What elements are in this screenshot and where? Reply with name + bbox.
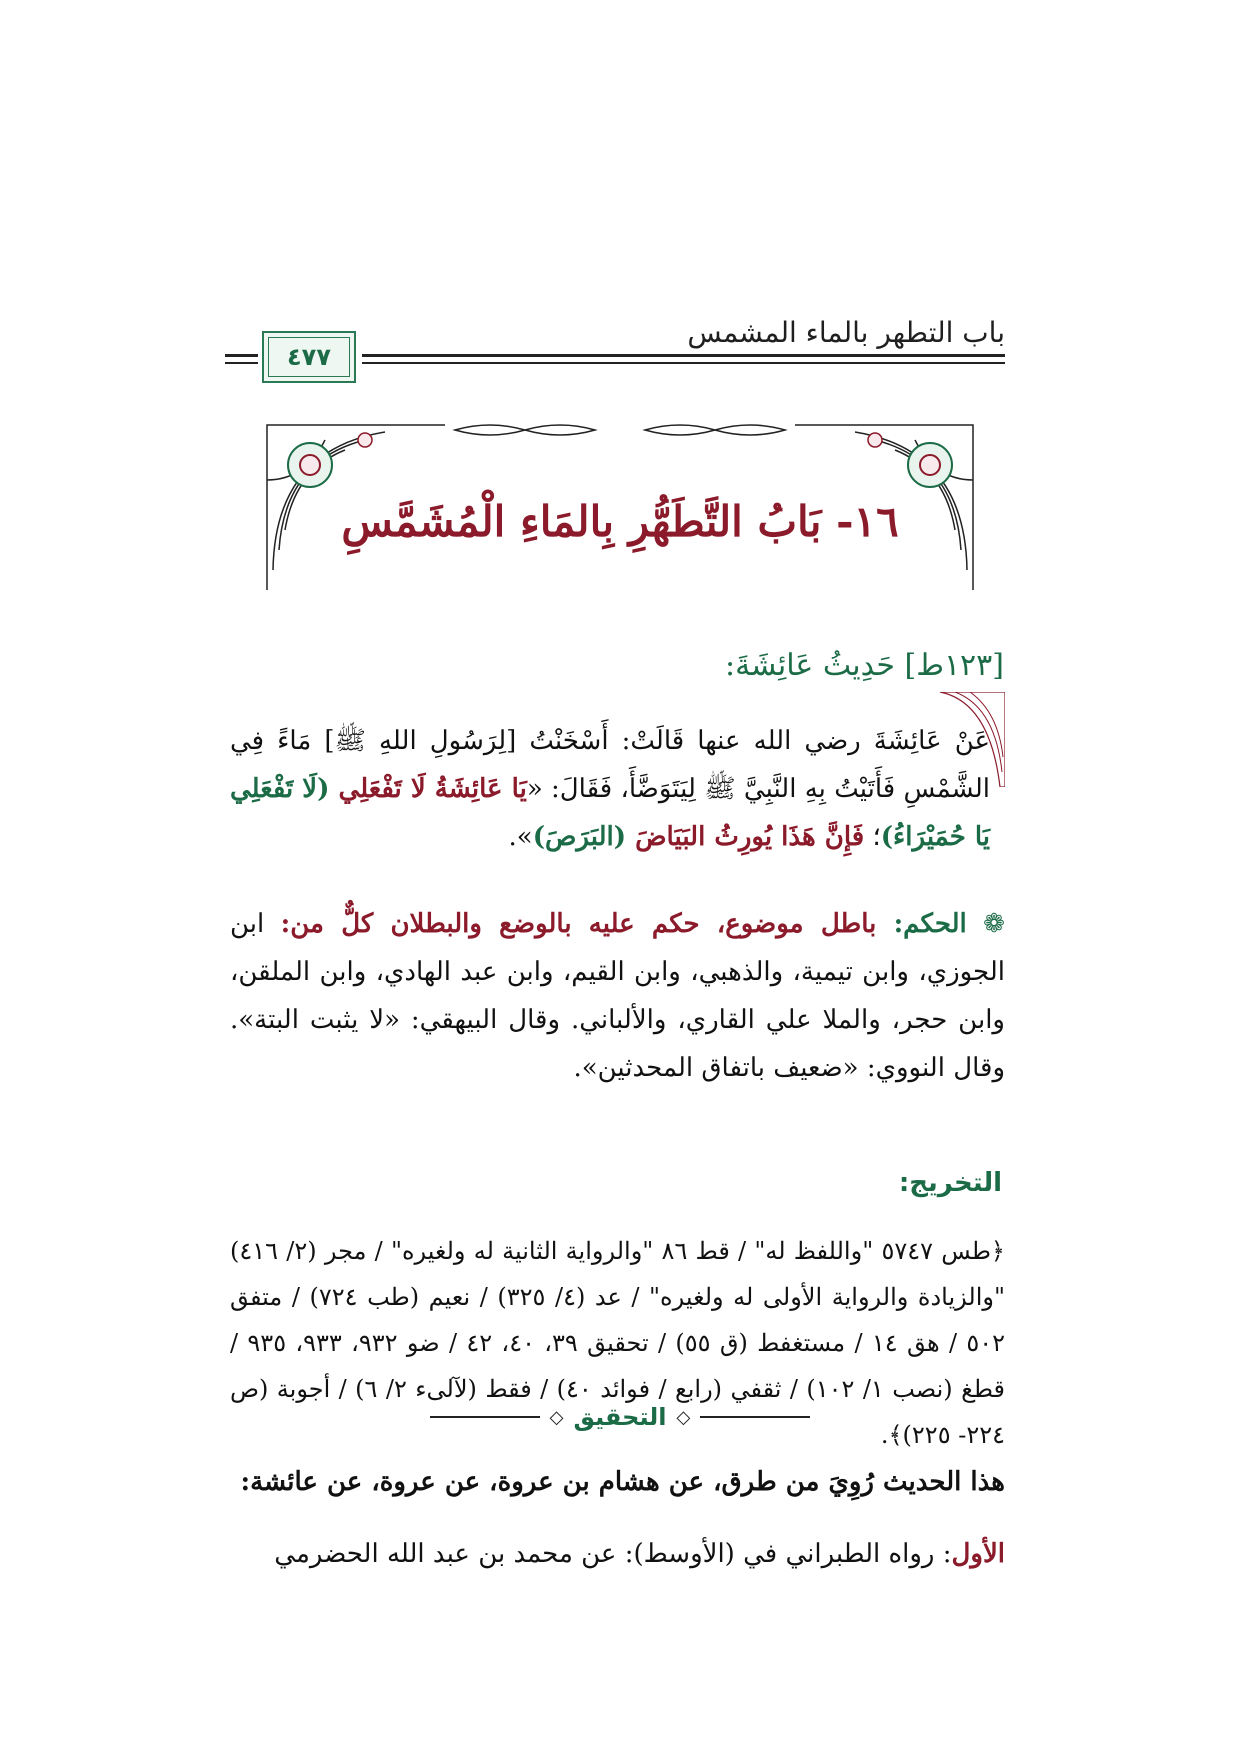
hadith-text	[230, 717, 990, 861]
takhrij-heading: التخريج:	[898, 1168, 1002, 1198]
ruling-verdict: باطل موضوع، حكم عليه بالوضع والبطلان كلٌّ من:	[280, 909, 894, 939]
hadith-text-part: ؛	[864, 822, 881, 852]
hadith-variant-green: (لَا تَفْعَلِي يَا حُمَيْرَاءُ)	[230, 774, 990, 852]
header-rule-right	[362, 354, 1005, 357]
hadith-quote-red: فَإِنَّ هَذَا يُورِثُ البَيَاضَ	[635, 822, 865, 852]
tahqiq-heading: التحقيق	[573, 1403, 667, 1431]
tahqiq-divider	[0, 1403, 1240, 1431]
ruling-text: ابن الجوزي، وابن تيمية، والذهبي، وابن القيم، وابن عبد الهادي، وابن الملقن، وابن حجر، والملا علي القاري، والألباني. وقال البيهقي: «لا يثبت البتة». وقال النووي: «ضعيف باتفاق المحدثين».	[230, 909, 1005, 1083]
tahqiq-intro: هذا الحديث رُوِيَ من طرق، عن هشام بن عروة، عن عروة، عن عائشة:	[240, 1467, 1005, 1497]
hadith-heading: [١٢٣ط] حَدِيثُ عَائِشَةَ:	[724, 648, 1004, 683]
divider-line	[430, 1416, 540, 1418]
ruling-label: الحكم:	[893, 909, 967, 939]
chapter-title: ١٦- بَابُ التَّطَهُّرِ بِالمَاءِ الْمُشَمَّسِ	[341, 497, 899, 546]
header-rule-left	[225, 354, 258, 357]
hadith-text-part: ».	[508, 822, 533, 852]
page-number: ٤٧٧	[287, 343, 331, 371]
running-header-title: باب التطهر بالماء المشمس	[687, 316, 1005, 349]
header-rule-left-2	[225, 362, 258, 364]
ruling-paragraph	[230, 900, 1005, 1092]
takhrij-text: ﴿طس ٥٧٤٧ "واللفظ له" / قط ٨٦ "والرواية الثانية له ولغيره" / مجر (٢/ ٤١٦) "والزيادة والرواية الأولى له ولغيره" / عد (٤/ ٣٢٥) / نعيم (طب ٧٢٤) / متفق ٥٠٢ / هق ١٤ / مستغفط (ق ٥٥) / تحقيق ٣٩، ٤٠، ٤٢ / ضو ٩٣٢، ٩٣٣، ٩٣٥ / قطغ (نصب ١/ ١٠٢) / ثقفي (رابع / فوائد ٤٠) / فقط (لآلىء ٢/ ٦) / أجوبة (ص ٢٢٤- ٢٢٥)﴾.	[230, 1237, 1006, 1449]
first-label: الأول	[951, 1539, 1005, 1569]
first-text: : رواه الطبراني في (الأوسط): عن محمد بن عبد الله الحضرمي	[274, 1539, 952, 1569]
hadith-quote-red: يَا عَائِشَةُ لَا تَفْعَلِي	[338, 774, 527, 804]
divider-line	[700, 1416, 810, 1418]
hadith-text-part: عَنْ عَائِشَةَ رضي الله عنها قَالَتْ: أَسْخَنْتُ [لِرَسُولِ اللهِ ﷺ] مَاءً فِي الشَّمْسِ فَأَتَيْتُ بِهِ النَّبِيَّ ﷺ لِيَتَوَضَّأَ، فَقَالَ: «	[230, 726, 990, 804]
tahqiq-first-paragraph	[230, 1530, 1005, 1578]
page-number-box	[262, 331, 356, 383]
header-rule-right-2	[362, 362, 1005, 364]
flower-icon: ❁	[966, 909, 1005, 939]
top-lozenge-ornament	[455, 425, 785, 435]
divider-ornament-icon: ◇	[549, 1406, 564, 1428]
divider-ornament-icon: ◇	[676, 1406, 691, 1428]
hadith-variant-green: (البَرَصَ)	[532, 822, 636, 852]
